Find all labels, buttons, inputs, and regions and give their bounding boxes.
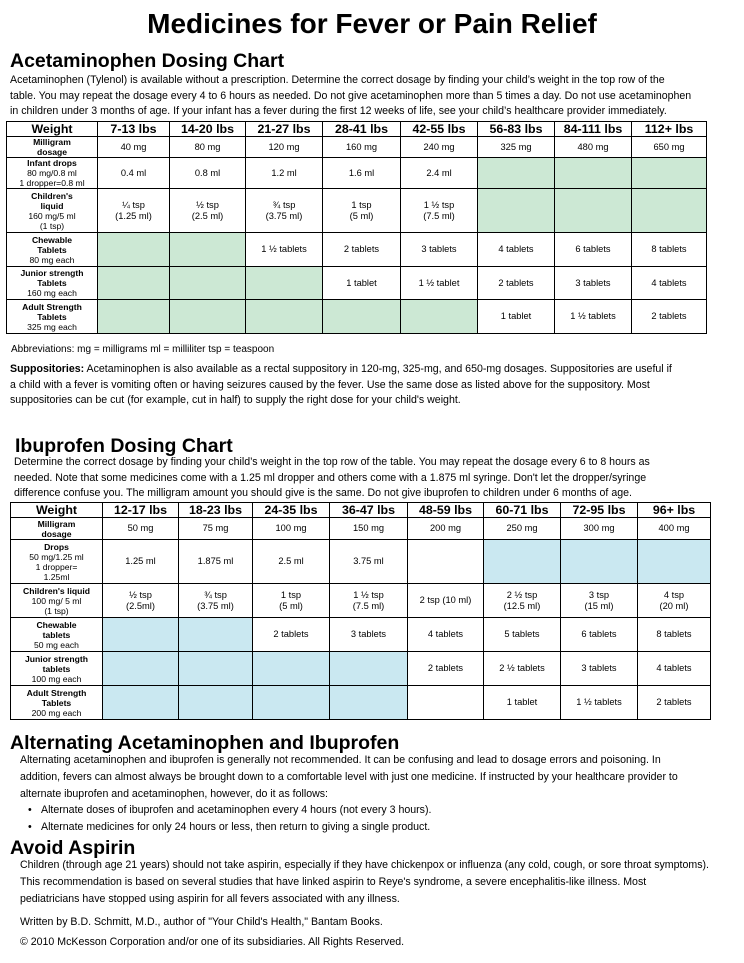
dose-cell: 120 mg (246, 137, 323, 158)
dose-cell: 1.875 ml (179, 540, 253, 584)
dose-cell (561, 540, 638, 584)
intro-line: difference confuse you. The milligram amount you should give is the same. Do not give ibuprofen to children under 6 months of age. (14, 487, 632, 500)
header-cell: 112+ lbs (632, 122, 707, 137)
row-header-line: Drops (44, 541, 69, 552)
dose-cell: 80 mg (170, 137, 246, 158)
dose-cell: 8 tablets (632, 233, 707, 267)
dose-cell (478, 189, 555, 233)
dose-cell: 3 tablets (561, 652, 638, 686)
dose-cell (179, 652, 253, 686)
row-header-line: Tablets (37, 244, 67, 255)
row-header-line: (1 tsp) (39, 220, 65, 231)
row-header-line: 80 mg/0.8 ml (27, 168, 77, 178)
intro-line: Determine the correct dosage by finding your child’s weight in the top row of the table. You may repeat the dosage every 6 to 8 hours as (14, 456, 650, 468)
header-cell: 7-13 lbs (98, 122, 170, 137)
dose-cell: 75 mg (179, 518, 253, 540)
dose-cell: 1 tsp (5 ml) (253, 584, 330, 618)
row-header (11, 652, 103, 686)
dose-cell: 3 tablets (555, 267, 632, 300)
dose-cell (246, 267, 323, 300)
row-header-line: 1 dropper=0.8 ml (19, 178, 85, 188)
row-header (11, 584, 103, 618)
dose-cell (408, 686, 484, 720)
table-row (7, 158, 707, 189)
alt-line: addition, fevers can almost always be brought down to a comfortable level with just one medicine. If instructed by your healthcare provider to (20, 771, 678, 783)
supp-line: suppositories can be cut (for example, cut in half) to supply the right dose for your child's weight. (10, 394, 461, 407)
abbreviations: Abbreviations: mg = milligrams ml = milliliter tsp = teaspoon (11, 344, 275, 355)
dose-cell: 4 tablets (478, 233, 555, 267)
row-header-line: 80 mg each (29, 254, 75, 265)
table-row (11, 686, 711, 720)
intro-line: needed. Note that some medicines come with a 1.25 ml dropper and others come with a 1.875 ml syringe. Don't let the dropper/syringe (14, 471, 647, 484)
dose-cell: 2 tablets (478, 267, 555, 300)
aspirin-text (20, 857, 744, 908)
dose-cell (103, 686, 179, 720)
row-header-line: 160 mg/5 ml (28, 210, 76, 221)
dose-cell (103, 652, 179, 686)
dose-cell: 1 ½ tsp (7.5 ml) (401, 189, 478, 233)
row-header (11, 686, 103, 720)
dose-cell: 0.8 ml (170, 158, 246, 189)
row-header-line: dosage (41, 528, 72, 539)
row-header-line: 1 dropper= (35, 561, 78, 572)
dose-cell: 1 ½ tsp (7.5 ml) (330, 584, 408, 618)
header-cell: 42-55 lbs (401, 122, 478, 137)
acetaminophen-intro (10, 73, 740, 120)
aspirin-line: pediatricians have stopped using aspirin for all fevers associated with any illness. (20, 893, 400, 905)
header-cell: 21-27 lbs (246, 122, 323, 137)
dose-cell: 480 mg (555, 137, 632, 158)
dose-cell (170, 233, 246, 267)
dose-cell: 1 ½ tablets (555, 300, 632, 334)
row-header-line: 325 mg each (27, 321, 77, 332)
row-header-line: 100 mg each (31, 673, 82, 684)
dose-cell: 2 tablets (638, 686, 711, 720)
dose-cell: 2.4 ml (401, 158, 478, 189)
acetaminophen-table (6, 121, 707, 334)
dose-cell: ¼ tsp (1.25 ml) (98, 189, 170, 233)
supp-line: Acetaminophen is also available as a rectal suppository in 120-mg, 325-mg, and 650-mg dosages. Suppositories are useful if (84, 363, 672, 375)
header-cell: 56-83 lbs (478, 122, 555, 137)
table-row (7, 267, 707, 300)
dose-cell: 50 mg (103, 518, 179, 540)
row-header-line: 100 mg/ 5 ml (31, 595, 82, 606)
aspirin-line: This recommendation is based on several studies that have linked aspirin to Reye's syndrome, a severe encephalitis-like illness. Most (20, 876, 647, 888)
row-header-line: Adult Strength (26, 687, 87, 698)
dose-cell (555, 158, 632, 189)
row-header-line: Tablets (41, 697, 72, 708)
dose-cell: 1 tablet (484, 686, 561, 720)
row-header-line: (1 tsp) (44, 605, 69, 616)
row-header-line: liquid (40, 200, 64, 211)
header-cell: Weight (11, 503, 103, 518)
dose-cell: 40 mg (98, 137, 170, 158)
dose-cell (98, 267, 170, 300)
dose-cell (170, 300, 246, 334)
dose-cell: 6 tablets (561, 618, 638, 652)
aspirin-line: Children (through age 21 years) should not take aspirin, especially if they have chickenpox or influenza (any cold, cough, or sore throat symptoms). (20, 859, 709, 871)
table-row (7, 189, 707, 233)
dose-cell: 3 tsp (15 ml) (561, 584, 638, 618)
dose-cell: 100 mg (253, 518, 330, 540)
header-cell: 48-59 lbs (408, 503, 484, 518)
dose-cell: 1 tsp (5 ml) (323, 189, 401, 233)
table-row (7, 137, 707, 158)
table-row (11, 618, 711, 652)
header-cell: 24-35 lbs (253, 503, 330, 518)
intro-line: Acetaminophen (Tylenol) is available without a prescription. Determine the correct dosage by finding your child’s weight in the top row of the (10, 74, 665, 86)
intro-line: in children under 3 months of age. If your infant has a fever during the first 12 weeks of life, see your child’s healthcare provider immediately. (10, 105, 667, 118)
row-header-line: Milligram (33, 137, 71, 147)
table-row (7, 233, 707, 267)
row-header-line: Infant drops (27, 158, 77, 168)
dose-cell: 240 mg (401, 137, 478, 158)
dose-cell: 1.2 ml (246, 158, 323, 189)
suppositories-note (10, 362, 740, 409)
header-cell: Weight (7, 122, 98, 137)
dose-cell (401, 300, 478, 334)
dose-cell: 1.6 ml (323, 158, 401, 189)
header-cell: 84-111 lbs (555, 122, 632, 137)
row-header-line: 50 mg/1.25 ml (29, 551, 84, 562)
dose-cell: ½ tsp (2.5ml) (103, 584, 179, 618)
dose-cell: 4 tablets (408, 618, 484, 652)
dose-cell (408, 540, 484, 584)
dose-cell: 4 tablets (638, 652, 711, 686)
row-header-line: 200 mg each (31, 707, 82, 718)
ibuprofen-table (10, 502, 711, 720)
dose-cell: 6 tablets (555, 233, 632, 267)
row-header (11, 518, 103, 540)
dose-cell: 2 tablets (323, 233, 401, 267)
dose-cell: 250 mg (484, 518, 561, 540)
dose-cell: 2 tablets (408, 652, 484, 686)
row-header-line: tablets (42, 663, 71, 674)
ibuprofen-intro (14, 455, 740, 502)
header-cell: 96+ lbs (638, 503, 711, 518)
row-header (7, 189, 98, 233)
dose-cell (170, 267, 246, 300)
dose-cell (632, 158, 707, 189)
header-cell: 72-95 lbs (561, 503, 638, 518)
bullet-item: • Alternate doses of ibuprofen and acetaminophen every 4 hours (not every 3 hours). (24, 802, 740, 819)
dose-cell: 1 ½ tablet (401, 267, 478, 300)
dose-cell: 400 mg (638, 518, 711, 540)
dose-cell (98, 300, 170, 334)
ibuprofen-heading: Ibuprofen Dosing Chart (15, 435, 233, 457)
dose-cell: 5 tablets (484, 618, 561, 652)
dose-cell: 1 ½ tablets (246, 233, 323, 267)
supp-line: a child with a fever is vomiting often or having seizures caused by the fever. Use the same dose as listed above for the suppository. Most (10, 378, 650, 391)
header-cell: 12-17 lbs (103, 503, 179, 518)
row-header (7, 300, 98, 334)
dose-cell (484, 540, 561, 584)
dose-cell: 1.25 ml (103, 540, 179, 584)
dose-cell: 150 mg (330, 518, 408, 540)
dose-cell: 2 tablets (253, 618, 330, 652)
intro-line: table. You may repeat the dosage every 4 to 6 hours as needed. Do not give acetaminophen more than 5 times a day. Do not use acetaminophen (10, 89, 692, 102)
dose-cell (103, 618, 179, 652)
dose-cell: 325 mg (478, 137, 555, 158)
dose-cell: 2.5 ml (253, 540, 330, 584)
row-header (7, 137, 98, 158)
header-cell: 28-41 lbs (323, 122, 401, 137)
copyright: © 2010 McKesson Corporation and/or one of its subsidiaries. All Rights Reserved. (20, 936, 405, 948)
dose-cell (253, 652, 330, 686)
dose-cell (555, 189, 632, 233)
row-header-line: Chewable (31, 234, 73, 245)
dose-cell (330, 686, 408, 720)
dose-cell: 2 tablets (632, 300, 707, 334)
dose-cell: 650 mg (632, 137, 707, 158)
header-cell: 14-20 lbs (170, 122, 246, 137)
dose-cell (330, 652, 408, 686)
dose-cell: 3 tablets (330, 618, 408, 652)
dose-cell: 2 ½ tablets (484, 652, 561, 686)
dose-cell (179, 618, 253, 652)
header-cell: 36-47 lbs (330, 503, 408, 518)
row-header (7, 267, 98, 300)
table-row (11, 540, 711, 584)
row-header-line: Tablets (37, 311, 67, 322)
dose-cell: 1 tablet (323, 267, 401, 300)
dose-cell: 0.4 ml (98, 158, 170, 189)
dose-cell: ¾ tsp (3.75 ml) (246, 189, 323, 233)
dose-cell: 160 mg (323, 137, 401, 158)
bullet-item: • Alternate medicines for only 24 hours or less, then return to giving a single product. (24, 819, 740, 836)
row-header-line: Junior strength (20, 268, 84, 278)
aspirin-heading: Avoid Aspirin (10, 837, 136, 859)
dose-cell: 4 tsp (20 ml) (638, 584, 711, 618)
dose-cell (253, 686, 330, 720)
alternating-heading: Alternating Acetaminophen and Ibuprofen (10, 732, 400, 754)
row-header-line: Adult Strength (22, 301, 82, 312)
header-cell: 60-71 lbs (484, 503, 561, 518)
header-cell: 18-23 lbs (179, 503, 253, 518)
row-header-line: dosage (36, 147, 68, 157)
dose-cell (638, 540, 711, 584)
dose-cell (323, 300, 401, 334)
row-header (7, 158, 98, 189)
dose-cell: 1 tablet (478, 300, 555, 334)
row-header (11, 618, 103, 652)
row-header-line: tablets (42, 629, 71, 640)
row-header-line: Junior strength (24, 653, 89, 664)
dose-cell: 300 mg (561, 518, 638, 540)
suppositories-label: Suppositories: (10, 363, 85, 375)
dose-cell: ¾ tsp (3.75 ml) (179, 584, 253, 618)
page-title: Medicines for Fever or Pain Relief (147, 8, 597, 39)
table-row (11, 518, 711, 540)
dose-cell: 200 mg (408, 518, 484, 540)
dose-cell: 8 tablets (638, 618, 711, 652)
table-row (11, 652, 711, 686)
row-header-line: Children's liquid (23, 585, 90, 596)
dose-cell (246, 300, 323, 334)
row-header-line: Milligram (37, 518, 76, 529)
row-header-line: 160 mg each (27, 288, 77, 298)
row-header-line: Tablets (37, 278, 67, 288)
dose-cell: 4 tablets (632, 267, 707, 300)
dose-cell: 2 ½ tsp (12.5 ml) (484, 584, 561, 618)
dose-cell (179, 686, 253, 720)
row-header-line: 50 mg each (34, 639, 79, 650)
alternating-text (20, 752, 740, 803)
table-row (11, 584, 711, 618)
table-row (7, 300, 707, 334)
dose-cell (478, 158, 555, 189)
alt-line: alternate ibuprofen and acetaminophen, however, do it as follows: (20, 788, 329, 800)
dose-cell: 3.75 ml (330, 540, 408, 584)
row-header (11, 540, 103, 584)
alt-line: Alternating acetaminophen and ibuprofen is generally not recommended. It can be confusing and lead to dosage errors and poisoning. In (20, 754, 661, 766)
dose-cell: ½ tsp (2.5 ml) (170, 189, 246, 233)
dose-cell (632, 189, 707, 233)
author-credit: Written by B.D. Schmitt, M.D., author of "Your Child's Health," Bantam Books. (20, 916, 383, 928)
dose-cell: 1 ½ tablets (561, 686, 638, 720)
row-header-line: Children's (31, 190, 73, 201)
acetaminophen-heading: Acetaminophen Dosing Chart (10, 50, 285, 72)
row-header-line: Chewable (36, 619, 77, 630)
row-header-line: 1.25ml (43, 571, 70, 582)
row-header (7, 233, 98, 267)
dose-cell: 3 tablets (401, 233, 478, 267)
dose-cell: 2 tsp (10 ml) (408, 584, 484, 618)
alternating-bullets (24, 802, 740, 836)
dose-cell (98, 233, 170, 267)
